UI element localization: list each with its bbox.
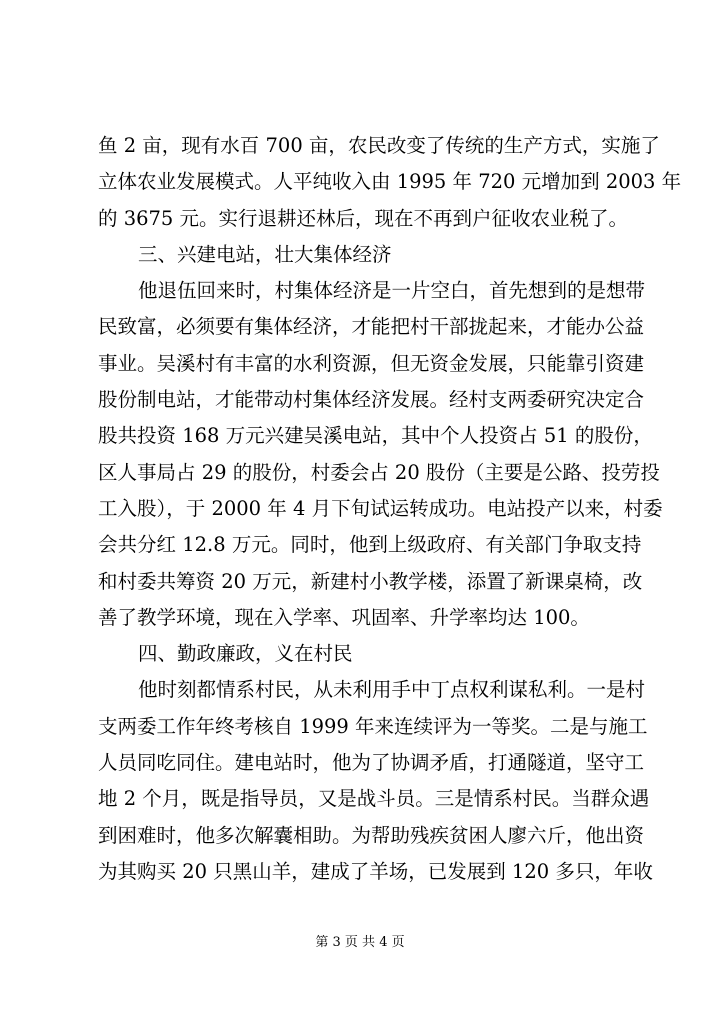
text-line: 他退伍回来时，村集体经济是一片空白，首先想到的是想带: [138, 279, 646, 303]
text-line: 支两委工作年终考核自 1999 年来连续评为一等奖。二是与施工: [98, 714, 648, 738]
text-line: 区人事局占 29 的股份，村委会占 20 股份（主要是公路、投劳投: [98, 460, 660, 484]
page-footer: 第 3 页 共 4 页: [315, 935, 405, 950]
text-line: 他时刻都情系村民，从未利用手中丁点权利谋私利。一是村: [138, 678, 646, 702]
text-line: 为其购买 20 只黑山羊，建成了羊场，已发展到 120 多只，年收: [98, 859, 653, 883]
text-line: 会共分红 12.8 万元。同时，他到上级政府、有关部门争取支持: [98, 533, 642, 557]
text-line: 地 2 个月，既是指导员，又是战斗员。三是情系村民。当群众遇: [98, 787, 650, 811]
text-line: 的 3675 元。实行退耕还林后，现在不再到户征收农业税了。: [98, 206, 629, 230]
text-line: 到困难时，他多次解囊相助。为帮助残疾贫困人廖六斤，他出资: [98, 823, 645, 847]
text-line: 事业。吴溪村有丰富的水利资源，但无资金发展，只能靠引资建: [98, 351, 645, 375]
text-line: 立体农业发展模式。人平纯收入由 1995 年 720 元增加到 2003 年: [98, 170, 682, 194]
text-line: 和村委共筹资 20 万元，新建村小教学楼，添置了新课桌椅，改: [98, 569, 643, 593]
text-line: 民致富，必须要有集体经济，才能把村干部拢起来，才能办公益: [98, 315, 645, 339]
document-body: [98, 128, 682, 890]
text-line: 善了教学环境，现在入学率、巩固率、升学率均达 100。: [98, 605, 590, 629]
text-line: 人员同吃同住。建电站时，他为了协调矛盾，打通隧道，坚守工: [98, 751, 645, 775]
text-line: 鱼 2 亩，现有水百 700 亩，农民改变了传统的生产方式，实施了: [98, 134, 660, 157]
text-line: 工入股），于 2000 年 4 月下旬试运转成功。电站投产以来，村委: [98, 496, 663, 520]
section-heading: 三、兴建电站，壮大集体经济: [138, 242, 392, 266]
text-line: 股共投资 168 万元兴建吴溪电站，其中个人投资占 51 的股份，: [98, 424, 653, 448]
text-line: 股份制电站，才能带动村集体经济发展。经村支两委研究决定合: [98, 388, 645, 412]
section-heading: 四、勤政廉政，义在村民: [138, 642, 353, 666]
